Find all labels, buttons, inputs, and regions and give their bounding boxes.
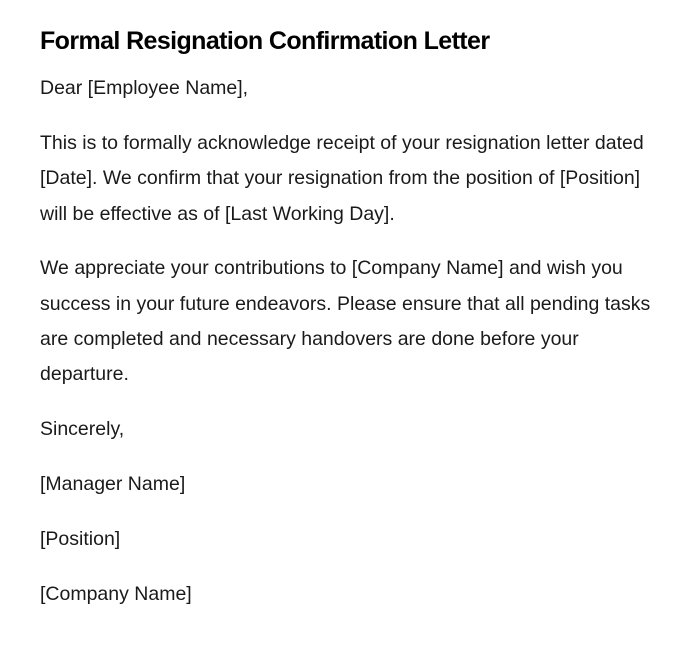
signature-company: [Company Name]	[40, 583, 192, 606]
signature-name: [Manager Name]	[40, 472, 186, 495]
body-paragraph-appreciation: We appreciate your contributions to [Company Name] and wish you success in your future endeavors. Please ensure that all pending tasks are completed and necessary handovers are done before your departure.	[40, 257, 651, 385]
letter-title: Formal Resignation Confirmation Letter	[40, 27, 490, 55]
body-paragraph-acknowledgement: This is to formally acknowledge receipt of your resignation letter dated [Date]. We confirm that your resignation from the position of [Position] will be effective as of [Last Working Day].	[40, 132, 644, 225]
signature-position: [Position]	[40, 528, 121, 551]
salutation: Dear [Employee Name],	[40, 77, 249, 99]
closing: Sincerely,	[40, 417, 125, 440]
